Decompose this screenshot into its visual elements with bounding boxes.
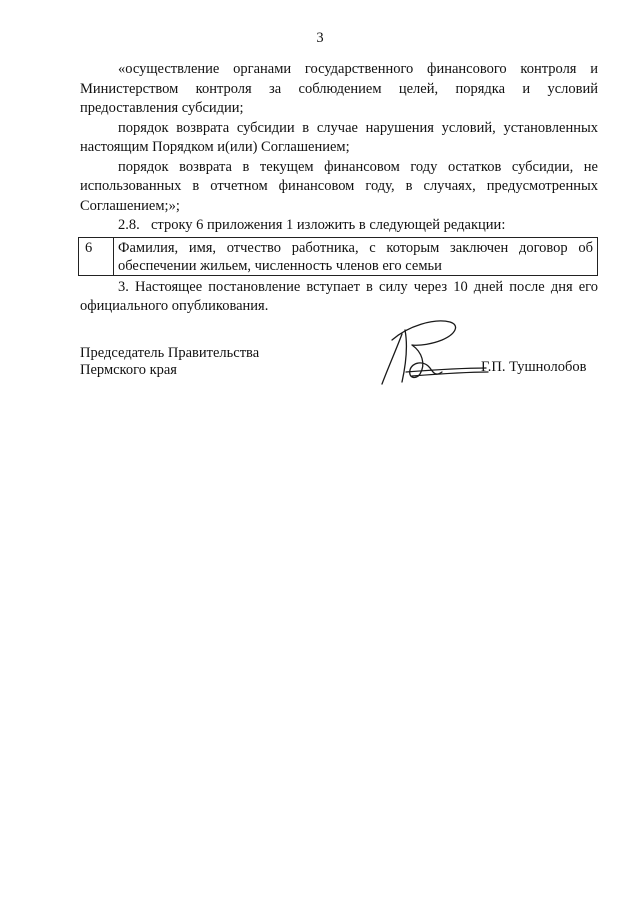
item-2-8-text: строку 6 приложения 1 изложить в следующей редакции: (151, 217, 506, 233)
paragraph-effective-date: 3. Настоящее постановление вступает в силу через 10 дней после дня его официального опубликования. (80, 278, 598, 314)
row-number-cell: 6 (79, 237, 114, 275)
paragraph-refund-violation: порядок возврата субсидии в случае нарушения условий, установленных настоящим Порядком и(или) Соглашением; (80, 119, 598, 155)
signer-name: Г.П. Тушнолобов (481, 359, 587, 375)
table-row (79, 237, 598, 275)
item-2-8-number: 2.8. (118, 217, 140, 233)
paragraph-refund-remainder: порядок возврата в текущем финансовом году остатков субсидии, не использованных в отчетном финансовом году, в случаях, предусмотренных Соглашением;»; (80, 158, 598, 214)
signer-position-line-2: Пермского края (80, 362, 177, 378)
page-number: 3 (316, 30, 324, 46)
amendment-table (78, 237, 598, 276)
document-body (80, 60, 598, 317)
paragraph-control: «осуществление органами государственного финансового контроля и Министерством контроля за соблюдением целей, порядка и условий предоставления субсидии; (80, 61, 598, 116)
item-2-8 (80, 216, 598, 236)
signer-position-line-1: Председатель Правительства (80, 345, 260, 361)
handwritten-signature (372, 312, 492, 392)
signer-position (80, 345, 259, 379)
row-text-cell: Фамилия, имя, отчество работника, с которым заключен договор об обеспечении жильем, численность членов его семьи (114, 237, 598, 275)
